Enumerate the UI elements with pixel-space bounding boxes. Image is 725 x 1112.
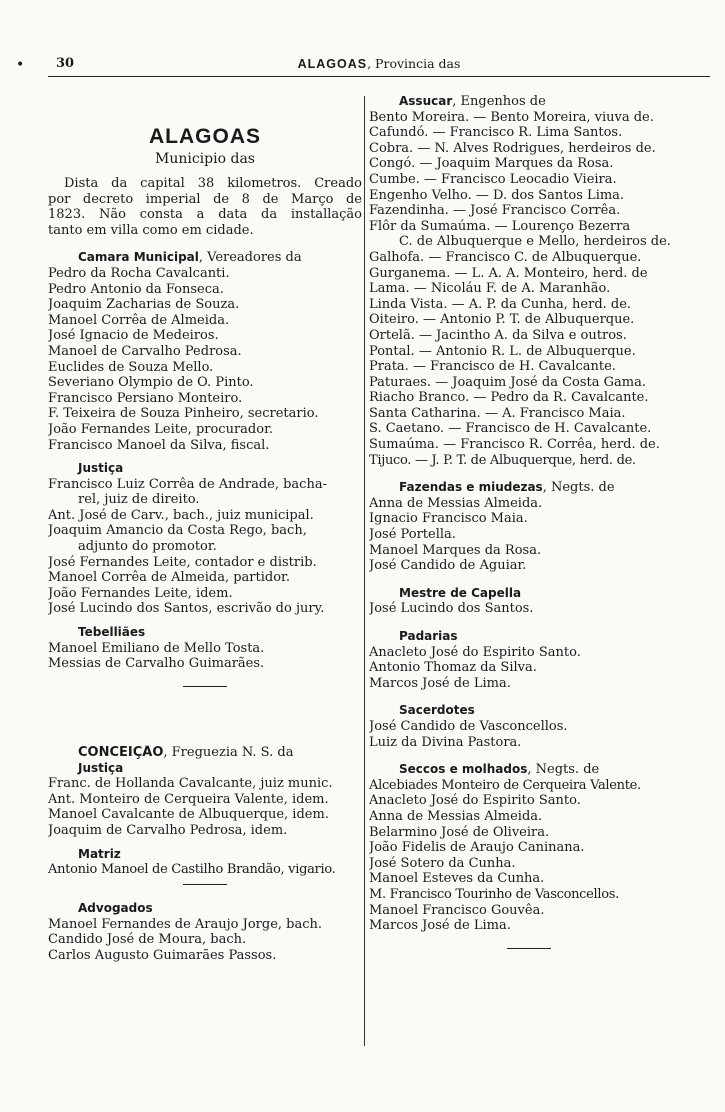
list-item: Anacleto José do Espirito Santo.: [369, 644, 581, 660]
list-item: Marcos José de Lima.: [369, 675, 511, 691]
list-item: Luiz da Divina Pastora.: [369, 734, 522, 750]
section-rule: [183, 884, 227, 885]
padarias-list: [369, 645, 689, 692]
tabelliaes-heading: Tebelliães: [78, 625, 146, 640]
intro-line: tanto em villa como em cidade.: [48, 222, 254, 238]
sacerdotes-list: [369, 719, 689, 750]
running-title: [48, 56, 710, 72]
list-item: Pedro Antonio da Fonseca.: [48, 281, 224, 297]
intro-line: Dista da capital 38 kilometros. Creado: [64, 176, 362, 191]
list-item: Alcebiades Monteiro de Cerqueira Valente.: [369, 777, 641, 793]
camara-list: [48, 266, 362, 453]
list-item: José Fernandes Leite, contador e distrib.: [48, 554, 317, 570]
list-item: Manoel Fernandes de Araujo Jorge, bach.: [48, 916, 323, 932]
list-item: Joaquim Amancio da Costa Rego, bach,: [48, 523, 307, 539]
conceicao-justica-heading: Justiça: [78, 760, 124, 775]
advogados-list: [48, 917, 362, 964]
list-item: C. de Albuquerque e Mello, herdeiros de.: [399, 234, 671, 250]
town-title: ALAGOAS: [149, 125, 261, 148]
list-item: Antonio Manoel de Castilho Brandão, vigario.: [48, 862, 336, 878]
margin-bullet: •: [16, 57, 25, 73]
list-item: Francisco Luiz Corrêa de Andrade, bacha-: [48, 476, 327, 492]
list-item: Anna de Messias Almeida.: [369, 808, 543, 824]
list-item: João Fernandes Leite, procurador.: [48, 421, 273, 437]
list-item: José Portella.: [369, 527, 456, 543]
conceicao-heading: CONCEIÇÃO, Freguezia N. S. da: [78, 745, 294, 760]
padarias-heading: Padarias: [399, 629, 458, 643]
list-item: Carlos Augusto Guimarães Passos.: [48, 947, 277, 963]
list-item: S. Caetano. — Francisco de H. Cavalcante.: [369, 421, 652, 437]
list-item: José Ignacio de Medeiros.: [48, 328, 219, 344]
seccos-list: [369, 778, 689, 934]
intro-line: por decreto imperial de 8 de Março de: [48, 191, 362, 207]
list-item: Riacho Branco. — Pedro da R. Cavalcante.: [369, 390, 649, 406]
list-item: Cobra. — N. Alves Rodrigues, herdeiros de.: [369, 140, 656, 156]
list-item: Manoel Corrêa de Almeida.: [48, 312, 230, 328]
list-item: Candido José de Moura, bach.: [48, 932, 247, 948]
list-item: José Lucindo dos Santos.: [369, 601, 534, 617]
seccos-heading: Seccos e molhados, Negts. de: [399, 762, 600, 778]
mestre-heading: Mestre de Capella: [399, 585, 522, 600]
list-item: Ant. Monteiro de Cerqueira Valente, idem.: [48, 791, 329, 807]
matriz-heading: Matriz: [78, 846, 121, 861]
section-rule: [183, 686, 227, 687]
running-title-rest: , Provincia das: [367, 56, 461, 71]
list-item: Manoel de Carvalho Pedrosa.: [48, 343, 242, 359]
list-item: adjunto do promotor.: [78, 539, 217, 555]
town-subtitle: Municipio das: [155, 151, 255, 167]
list-item: Marcos José de Lima.: [369, 918, 511, 934]
list-item: Oiteiro. — Antonio P. T. de Albuquerque.: [369, 312, 635, 328]
list-item: Manoel Francisco Gouvêa.: [369, 902, 545, 918]
list-item: Manoel Esteves da Cunha.: [369, 871, 545, 887]
running-header: [48, 54, 710, 77]
advogados-heading: Advogados: [78, 900, 153, 915]
page-number: 30: [56, 56, 75, 71]
list-item: Pontal. — Antonio R. L. de Albuquerque.: [369, 343, 636, 359]
justica-heading: Justiça: [78, 461, 124, 476]
justica-list: [48, 477, 362, 617]
fazendas-heading: Fazendas e miudezas, Negts. de: [399, 480, 615, 496]
list-item: José Sotero da Cunha.: [369, 855, 516, 871]
list-item: Flôr da Sumaúma. — Lourenço Bezerra: [369, 218, 631, 234]
list-item: José Lucindo dos Santos, escrivão do jury.: [48, 601, 325, 617]
list-item: Severiano Olympio de O. Pinto.: [48, 375, 254, 391]
assucar-list: [369, 110, 689, 469]
list-item: Joaquim de Carvalho Pedrosa, idem.: [48, 822, 288, 838]
list-item: Joaquim Zacharias de Souza.: [48, 297, 240, 313]
list-item: João Fernandes Leite, idem.: [48, 585, 233, 601]
list-item: Franc. de Hollanda Cavalcante, juiz munic.: [48, 776, 333, 792]
list-item: Prata. — Francisco de H. Cavalcante.: [369, 359, 616, 375]
list-item: Lama. — Nicoláu F. de A. Maranhão.: [369, 281, 611, 297]
list-item: Ortelã. — Jacintho A. da Silva e outros.: [369, 327, 627, 343]
list-item: Congó. — Joaquim Marques da Rosa.: [369, 156, 614, 172]
intro-line: 1823. Não consta a data da installação: [48, 207, 362, 223]
list-item: Bento Moreira. — Bento Moreira, viuva de.: [369, 109, 654, 125]
right-column: [369, 94, 689, 953]
list-item: Cafundó. — Francisco R. Lima Santos.: [369, 125, 623, 141]
list-item: Euclides de Souza Mello.: [48, 359, 214, 375]
tabelliaes-list: [48, 641, 362, 672]
list-item: Anna de Messias Almeida.: [369, 495, 543, 511]
list-item: Messias de Carvalho Guimarães.: [48, 656, 265, 672]
conceicao-justica-list: [48, 776, 362, 838]
running-title-caps: ALAGOAS: [297, 57, 368, 71]
list-item: Cumbe. — Francisco Leocadio Vieira.: [369, 171, 617, 187]
fazendas-list: [369, 496, 689, 574]
list-item: José Candido de Aguiar.: [369, 558, 527, 574]
column-divider: [364, 96, 365, 1046]
list-item: Ant. José de Carv., bach., juiz municipal.: [48, 507, 314, 523]
list-item: Sumaúma. — Francisco R. Corrêa, herd. de.: [369, 437, 660, 453]
list-item: Manoel Cavalcante de Albuquerque, idem.: [48, 807, 329, 823]
list-item: Gurganema. — L. A. A. Monteiro, herd. de: [369, 265, 648, 281]
list-item: Anacleto José do Espirito Santo.: [369, 793, 581, 809]
list-item: Manoel Marques da Rosa.: [369, 542, 542, 558]
list-item: rel, juiz de direito.: [78, 492, 200, 508]
intro-paragraph: [48, 176, 362, 238]
assucar-heading: Assucar, Engenhos de: [399, 94, 546, 109]
list-item: Ignacio Francisco Maia.: [369, 511, 528, 527]
list-item: F. Teixeira de Souza Pinheiro, secretario.: [48, 406, 319, 422]
list-item: Engenho Velho. — D. dos Santos Lima.: [369, 187, 625, 203]
list-item: Galhofa. — Francisco C. de Albuquerque.: [369, 249, 642, 265]
list-item: Linda Vista. — A. P. da Cunha, herd. de.: [369, 296, 632, 312]
list-item: Francisco Persiano Monteiro.: [48, 390, 243, 406]
list-item: M. Francisco Tourinho de Vasconcellos.: [369, 886, 619, 902]
list-item: Manoel Corrêa de Almeida, partidor.: [48, 570, 290, 586]
list-item: Tijuco. — J. P. T. de Albuquerque, herd. de.: [369, 452, 636, 468]
list-item: Antonio Thomaz da Silva.: [369, 660, 537, 676]
list-item: Santa Catharina. — A. Francisco Maia.: [369, 405, 626, 421]
list-item: João Fidelis de Araujo Caninana.: [369, 840, 585, 856]
section-rule: [507, 948, 551, 949]
list-item: Francisco Manoel da Silva, fiscal.: [48, 437, 270, 453]
list-item: José Candido de Vasconcellos.: [369, 718, 568, 734]
list-item: Paturaes. — Joaquim José da Costa Gama.: [369, 374, 646, 390]
sacerdotes-heading: Sacerdotes: [399, 703, 475, 718]
camara-heading: Camara Municipal, Vereadores da: [78, 250, 302, 266]
list-item: Belarmino José de Oliveira.: [369, 824, 550, 840]
left-column: [48, 94, 362, 963]
list-item: Pedro da Rocha Cavalcanti.: [48, 265, 230, 281]
list-item: Manoel Emiliano de Mello Tosta.: [48, 640, 265, 656]
list-item: Fazendinha. — José Francisco Corrêa.: [369, 203, 621, 219]
